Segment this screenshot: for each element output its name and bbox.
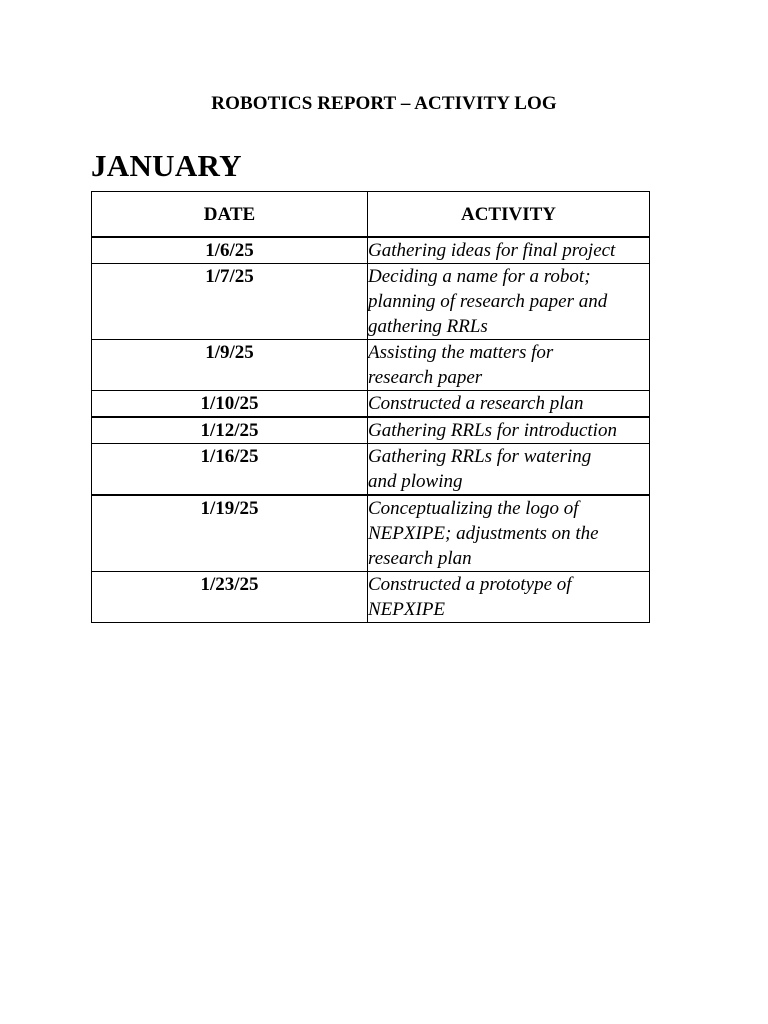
date-column-header: DATE: [92, 192, 368, 238]
activity-cell: Gathering ideas for final project: [368, 237, 650, 264]
activity-log-table: [91, 191, 650, 623]
activity-cell: Constructed a prototype of NEPXIPE: [368, 572, 650, 623]
table-row: [92, 495, 650, 572]
table-row: [92, 444, 650, 496]
activity-cell: Constructed a research plan: [368, 391, 650, 418]
date-cell: 1/19/25: [92, 495, 368, 572]
date-cell: 1/7/25: [92, 264, 368, 340]
table-row: [92, 340, 650, 391]
table-row: [92, 572, 650, 623]
date-cell: 1/6/25: [92, 237, 368, 264]
activity-cell: Deciding a name for a robot; planning of research paper and gathering RRLs: [368, 264, 650, 340]
table-row: [92, 237, 650, 264]
document-title: ROBOTICS REPORT – ACTIVITY LOG: [211, 93, 557, 114]
date-cell: 1/16/25: [92, 444, 368, 496]
table-header-row: [92, 192, 650, 238]
activity-cell: Gathering RRLs for introduction: [368, 417, 650, 444]
table-row: [92, 417, 650, 444]
date-cell: 1/9/25: [92, 340, 368, 391]
date-cell: 1/12/25: [92, 417, 368, 444]
activity-cell: Assisting the matters for research paper: [368, 340, 650, 391]
activity-column-header: ACTIVITY: [368, 192, 650, 238]
date-cell: 1/10/25: [92, 391, 368, 418]
date-cell: 1/23/25: [92, 572, 368, 623]
table-row: [92, 391, 650, 418]
table-row: [92, 264, 650, 340]
activity-cell: Conceptualizing the logo of NEPXIPE; adjustments on the research plan: [368, 495, 650, 572]
activity-cell: Gathering RRLs for watering and plowing: [368, 444, 650, 496]
month-heading: JANUARY: [91, 148, 242, 183]
